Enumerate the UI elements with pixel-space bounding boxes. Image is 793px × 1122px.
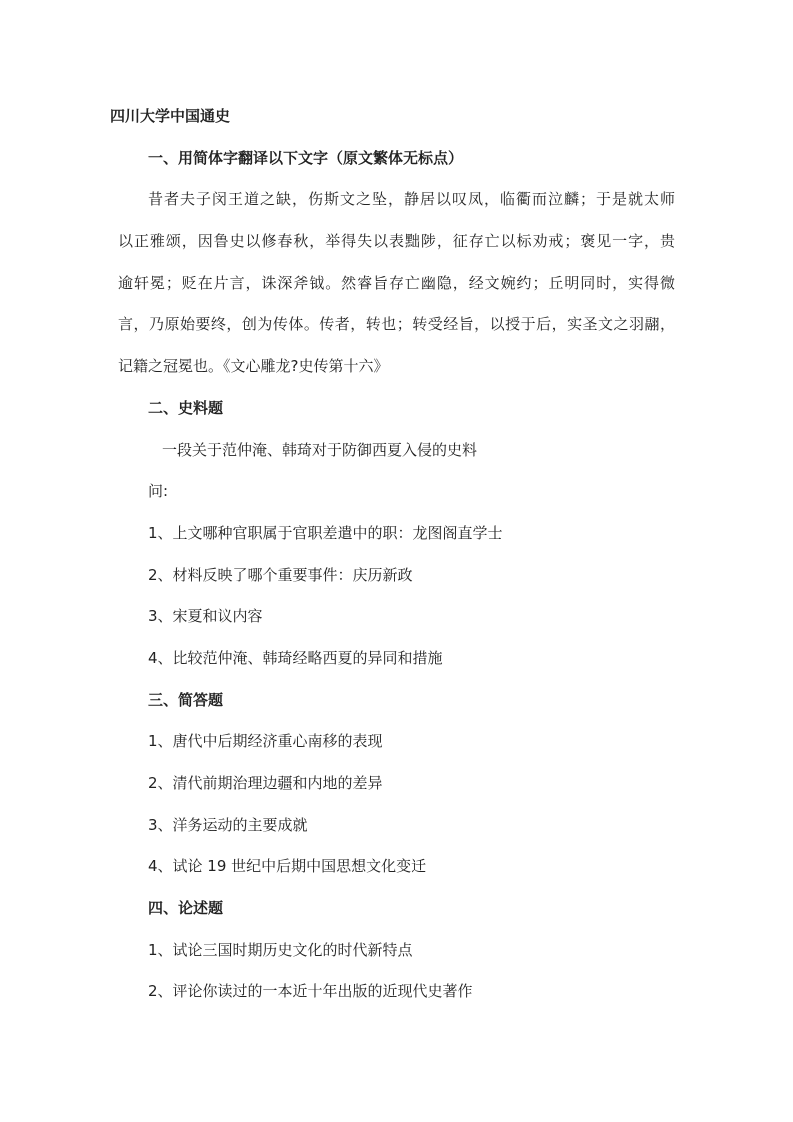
list-item: 1、唐代中后期经济重心南移的表现 [148, 732, 383, 751]
list-item: 2、评论你读过的一本近十年出版的近现代史著作 [148, 982, 473, 1001]
document-page [110, 96, 675, 1013]
list-item: 1、试论三国时期历史文化的时代新特点 [148, 940, 413, 959]
section-2-intro: 一段关于范仲淹、韩琦对于防御西夏入侵的史料 [162, 440, 478, 459]
list-item: 1、上文哪种官职属于官职差遣中的职：龙图阁直学士 [148, 523, 503, 542]
list-item: 2、清代前期治理边疆和内地的差异 [148, 774, 383, 792]
section-4-heading: 四、论述题 [148, 899, 224, 918]
section-3-heading: 三、简答题 [148, 690, 224, 709]
section-1-heading: 一、用简体字翻译以下文字（原文繁体无标点） [148, 148, 464, 167]
section-2-heading: 二、史料题 [148, 398, 224, 417]
list-item: 2、材料反映了哪个重要事件：庆历新政 [148, 565, 413, 584]
passage-line: 言，乃原始要终，创为传体。传者，转也；转受经旨，以授于后，实圣文之羽翮， [118, 315, 675, 334]
list-item: 4、比较范仲淹、韩琦经略西夏的异同和措施 [148, 648, 443, 667]
passage-line: 昔者夫子闵王道之缺，伤斯文之坠，静居以叹凤，临衢而泣麟；于是就太师 [148, 190, 675, 209]
list-item: 3、宋夏和议内容 [148, 607, 263, 626]
passage-line: 逾轩冕；贬在片言，诛深斧钺。然睿旨存亡幽隐，经文婉约；丘明同时，实得微 [118, 273, 675, 292]
question-label: 问: [148, 482, 169, 501]
list-item: 4、试论 19 世纪中后期中国思想文化变迁 [148, 857, 427, 876]
passage-line: 记籍之冠冕也。《文心雕龙?史传第十六》 [118, 357, 389, 376]
list-item: 3、洋务运动的主要成就 [148, 815, 308, 834]
document-title: 四川大学中国通史 [110, 107, 231, 125]
passage-line: 以正雅颂，因鲁史以修春秋，举得失以表黜陟，征存亡以标劝戒；褒见一字，贵 [118, 232, 675, 251]
